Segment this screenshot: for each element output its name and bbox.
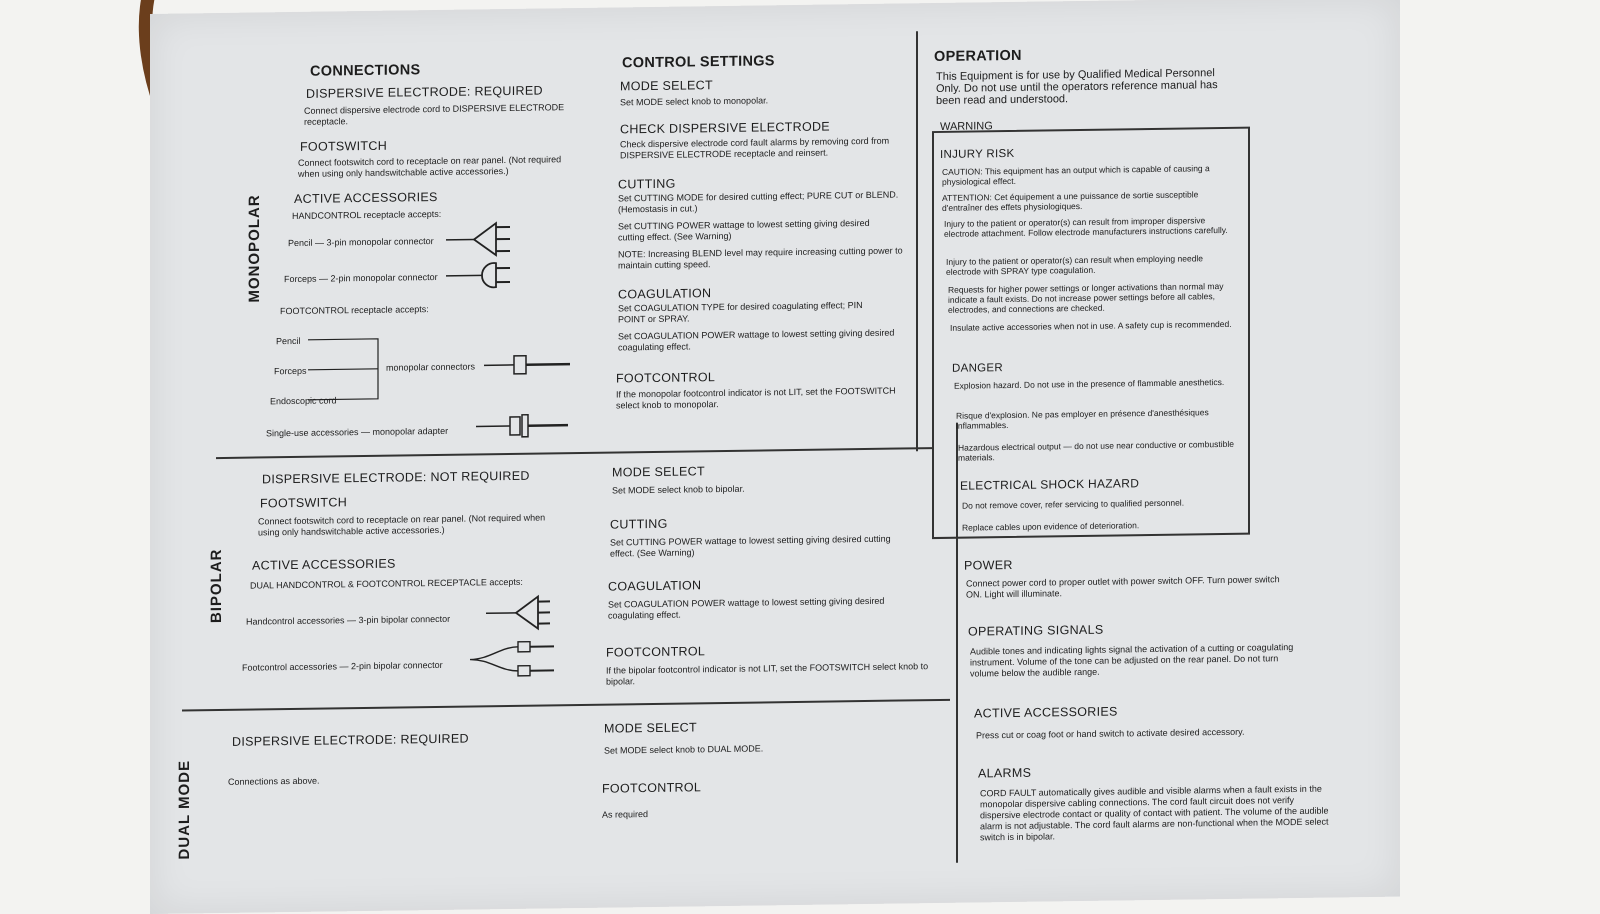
- shock-hazard-heading: ELECTRICAL SHOCK HAZARD: [960, 476, 1139, 493]
- mono-mode-text: Set MODE select knob to monopolar.: [620, 95, 768, 108]
- danger-explosion-fr: Risque d'explosion. Ne pas employer en présence d'anesthésiques inflammables.: [956, 407, 1246, 431]
- three-pin-plug-icon: [446, 217, 526, 258]
- control-settings-heading: CONTROL SETTINGS: [622, 53, 775, 71]
- section-divider: [216, 447, 932, 459]
- bi-footswitch-heading: FOOTSWITCH: [260, 495, 347, 510]
- operating-signals-heading: OPERATING SIGNALS: [968, 623, 1103, 639]
- footcontrol-text: FOOTCONTROL receptacle accepts:: [280, 304, 429, 317]
- mono-footcontrol-heading: FOOTCONTROL: [616, 370, 715, 385]
- mono-coag-heading: COAGULATION: [618, 286, 711, 301]
- mono-coag-text2: Set COAGULATION POWER wattage to lowest setting giving desired coagulating effect.: [618, 327, 908, 353]
- monopolar-section-label: MONOPOLAR: [246, 194, 263, 302]
- fc-monopolar-connectors: monopolar connectors: [386, 361, 475, 373]
- operation-intro: This Equipment is for use by Qualified Medical Personnel Only. Do not use until the operators reference manual has been read and understood.: [936, 67, 1226, 107]
- injury-electrode: Injury to the patient or operator(s) can result from improper dispersive electrode attachment. Follow electrode manufacturers instructions carefully.: [944, 215, 1234, 239]
- bi-footswitch-text: Connect footswitch cord to receptacle on rear panel. (Not required when using only handswitchable active accessories.): [258, 512, 558, 538]
- bi-coag-heading: COAGULATION: [608, 578, 701, 593]
- mono-cutting-text2: Set CUTTING POWER wattage to lowest setting giving desired cutting effect. (See Warning): [618, 218, 898, 244]
- fc-forceps-label: Forceps: [274, 366, 307, 377]
- power-heading: POWER: [964, 558, 1013, 573]
- injury-caution: CAUTION: This equipment has an output which is capable of causing a physiological effect.: [942, 163, 1232, 187]
- dual-footcontrol-heading: FOOTCONTROL: [602, 780, 701, 795]
- danger-electrical: Hazardous electrical output — do not use near conductive or combustible materials.: [958, 439, 1248, 463]
- bi-active-heading: ACTIVE ACCESSORIES: [252, 557, 396, 573]
- monopolar-adapter-icon: [476, 412, 572, 439]
- bipolar-three-pin-icon: [486, 592, 566, 633]
- single-use-label: Single-use accessories — monopolar adapter: [266, 426, 448, 440]
- bi-dispersive-heading: DISPERSIVE ELECTRODE: NOT REQUIRED: [262, 469, 530, 487]
- mono-coag-text1: Set COAGULATION TYPE for desired coagulating effect; PIN POINT or SPRAY.: [618, 300, 888, 326]
- bi-coag-text: Set COAGULATION POWER wattage to lowest setting giving desired coagulating effect.: [608, 595, 918, 621]
- mono-dispersive-text: Connect dispersive electrode cord to DISPERSIVE ELECTRODE receptacle.: [304, 102, 574, 128]
- section-divider: [182, 699, 950, 712]
- injury-needle: Injury to the patient or operator(s) can result when employing needle electrode with SPRAY type coagulation.: [946, 253, 1236, 277]
- shock-cables: Replace cables upon evidence of deterioration.: [962, 520, 1139, 533]
- danger-heading: DANGER: [952, 362, 1003, 375]
- mono-cutting-text1: Set CUTTING MODE for desired cutting effect; PURE CUT or BLEND. (Hemostasis in cut.): [618, 189, 908, 215]
- shock-cover: Do not remove cover, refer servicing to qualified personnel.: [962, 498, 1184, 512]
- injury-attention: ATTENTION: Cet équipement a une puissance de sortie susceptible d'entraîner des effets physiologiques.: [942, 189, 1232, 213]
- mono-cutting-note: NOTE: Increasing BLEND level may require increasing cutting power to maintain cutting speed.: [618, 245, 908, 271]
- bracket-icon: [300, 331, 390, 402]
- two-pin-plug-icon: [446, 259, 526, 290]
- injury-power-requests: Requests for higher power settings or longer activations than normal may indicate a fault exists. Do not increase power settings before all cables, electrodes, and connections are checked.: [948, 281, 1238, 315]
- warning-label: WARNING: [940, 120, 993, 133]
- dual-connections-text: Connections as above.: [228, 776, 320, 788]
- monopolar-connector-icon: [484, 352, 574, 377]
- bi-mode-heading: MODE SELECT: [612, 464, 705, 479]
- dual-mode-section-label: DUAL MODE: [176, 760, 193, 860]
- bi-cutting-heading: CUTTING: [610, 517, 668, 532]
- danger-explosion: Explosion hazard. Do not use in the presence of flammable anesthetics.: [954, 377, 1244, 391]
- mono-mode-heading: MODE SELECT: [620, 78, 713, 93]
- alarms-heading: ALARMS: [978, 766, 1031, 781]
- dual-dispersive-heading: DISPERSIVE ELECTRODE: REQUIRED: [232, 732, 469, 749]
- dual-mode-heading: MODE SELECT: [604, 720, 697, 735]
- fc-pencil-label: Pencil: [276, 336, 301, 347]
- mono-active-heading: ACTIVE ACCESSORIES: [294, 190, 438, 206]
- mono-dispersive-heading: DISPERSIVE ELECTRODE: REQUIRED: [306, 84, 543, 101]
- injury-insulate: Insulate active accessories when not in use. A safety cup is recommended.: [950, 319, 1240, 333]
- fc-endoscopic-label: Endoscopic cord: [270, 395, 337, 407]
- check-dispersive-heading: CHECK DISPERSIVE ELECTRODE: [620, 120, 830, 137]
- op-active-accessories-heading: ACTIVE ACCESSORIES: [974, 704, 1118, 720]
- connections-heading: CONNECTIONS: [310, 62, 420, 80]
- bi-foot-accessories: Footcontrol accessories — 2-pin bipolar connector: [242, 660, 443, 674]
- handcontrol-text: HANDCONTROL receptacle accepts:: [292, 209, 441, 222]
- alarms-text: CORD FAULT automatically gives audible and visible alarms when a fault exists in the monopolar dispersive cabling connections. The cord fault circuit does not verify dispersive electrode contact or quality of contact with patient. The volume of the audible alarm is not adjustable. The cord fault alarms are non-functional when the MODE select switch is in bipolar.: [980, 784, 1330, 844]
- forceps-connector-label: Forceps — 2-pin monopolar connector: [284, 272, 438, 285]
- check-dispersive-text: Check dispersive electrode cord fault alarms by removing cord from DISPERSIVE ELECTRODE receptacle and reinsert.: [620, 136, 900, 162]
- bipolar-section-label: BIPOLAR: [208, 548, 225, 623]
- bi-footcontrol-heading: FOOTCONTROL: [606, 644, 705, 659]
- dual-mode-text: Set MODE select knob to DUAL MODE.: [604, 743, 763, 756]
- dual-footcontrol-text: As required: [602, 809, 648, 821]
- mono-footcontrol-text: If the monopolar footcontrol indicator is not LIT, set the FOOTSWITCH select knob to monopolar.: [616, 385, 916, 411]
- pencil-connector-label: Pencil — 3-pin monopolar connector: [288, 236, 434, 249]
- instruction-panel: [150, 0, 1400, 914]
- mono-footswitch-heading: FOOTSWITCH: [300, 139, 387, 154]
- bi-cutting-text: Set CUTTING POWER wattage to lowest setting giving desired cutting effect. (See Warning): [610, 534, 900, 560]
- mono-footswitch-text: Connect footswitch cord to receptacle on rear panel. (Not required when using only handswitchable active accessories.): [298, 154, 568, 180]
- bi-hand-accessories: Handcontrol accessories — 3-pin bipolar connector: [246, 614, 450, 628]
- bi-dual-receptacle-text: DUAL HANDCONTROL & FOOTCONTROL RECEPTACLE accepts:: [250, 577, 523, 592]
- injury-risk-heading: INJURY RISK: [940, 148, 1014, 161]
- op-active-accessories-text: Press cut or coag foot or hand switch to activate desired accessory.: [976, 727, 1244, 742]
- bi-footcontrol-text: If the bipolar footcontrol indicator is not LIT, set the FOOTSWITCH select knob to bipolar.: [606, 661, 936, 688]
- operation-heading: OPERATION: [934, 48, 1022, 65]
- power-text: Connect power cord to proper outlet with power switch OFF. Turn power switch ON. Light will illuminate.: [966, 574, 1286, 600]
- bi-mode-text: Set MODE select knob to bipolar.: [612, 484, 745, 497]
- bipolar-two-pin-icon: [470, 640, 566, 677]
- column-divider: [916, 31, 918, 451]
- operating-signals-text: Audible tones and indicating lights signal the activation of a cutting or coagulating instrument. Volume of the tone can be adjusted on the rear panel. Do not turn volume below the audible range.: [970, 642, 1300, 680]
- mono-cutting-heading: CUTTING: [618, 177, 676, 192]
